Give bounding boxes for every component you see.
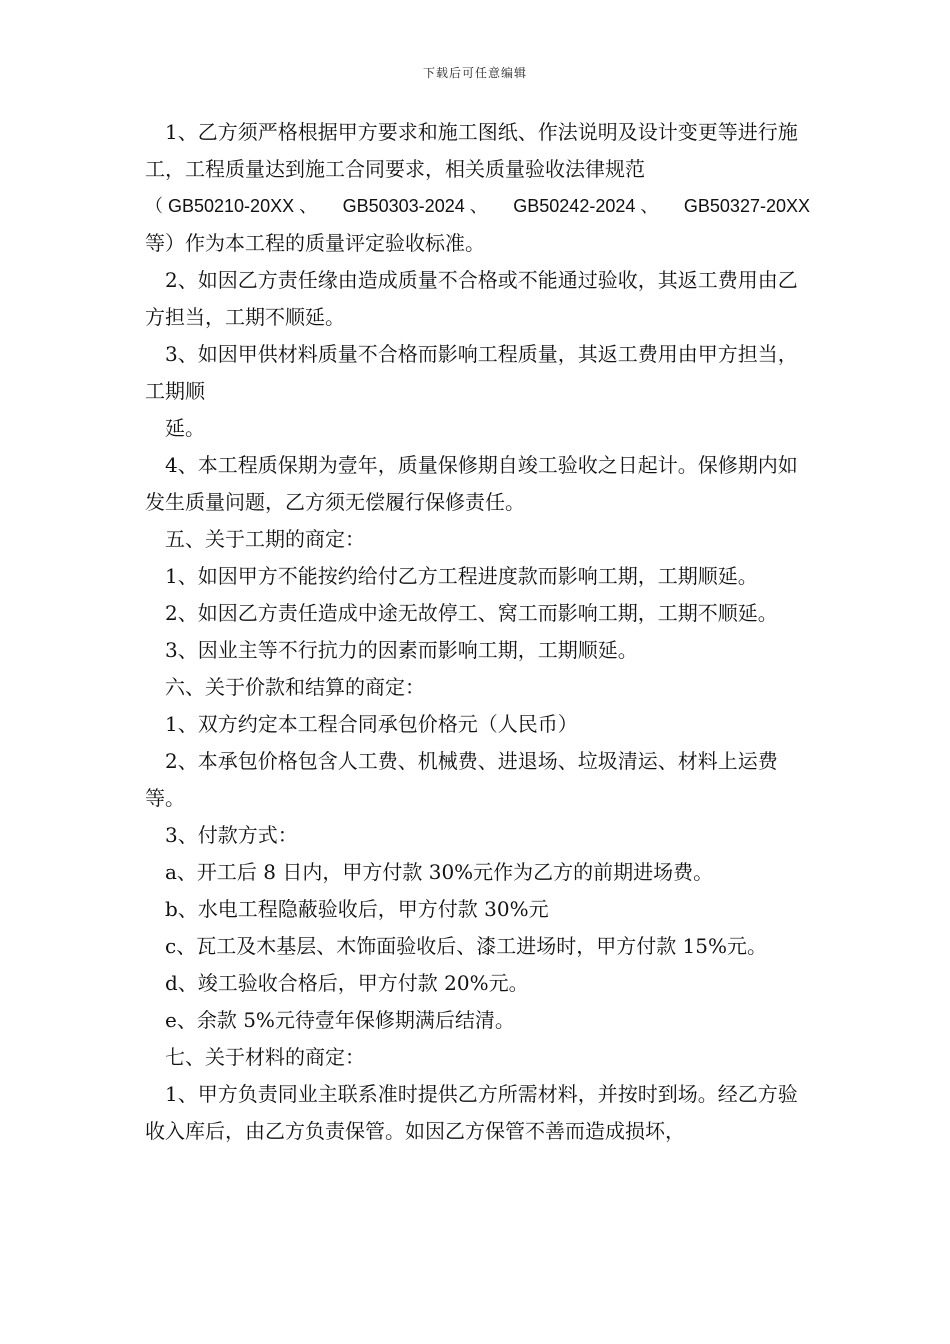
paragraph-price-2: 2、本承包价格包含人工费、机械费、进退场、垃圾清运、材料上运费等。 xyxy=(145,749,778,810)
payment-item-c: c、瓦工及木基层、木饰面验收后、漆工进场时，甲方付款 15%元。 xyxy=(165,934,768,958)
paragraph-quality-4: 4、本工程质保期为壹年，质量保修期自竣工验收之日起计。保修期内如发生质量问题，乙方须无偿履行保修责任。 xyxy=(145,453,798,514)
paragraph-schedule-2: 2、如因乙方责任造成中途无故停工、窝工而影响工期，工期不顺延。 xyxy=(165,601,778,625)
payment-item-a: a、开工后 8 日内，甲方付款 30%元作为乙方的前期进场费。 xyxy=(165,860,714,884)
paragraph-schedule-1: 1、如因甲方不能按约给付乙方工程进度款而影响工期，工期顺延。 xyxy=(165,564,758,588)
page-header: 下载后可任意编辑 xyxy=(422,66,527,80)
paragraph-price-3: 3、付款方式： xyxy=(165,823,298,847)
standard-2: GB50303-2024 、 xyxy=(342,196,488,216)
paragraph-quality-3: 3、如因甲供材料质量不合格而影响工程质量，其返工费用由甲方担当，工期顺 xyxy=(145,342,798,403)
section-heading-materials: 七、关于材料的商定： xyxy=(165,1045,365,1069)
standard-3: GB50242-2024 、 xyxy=(513,196,659,216)
paragraph-quality-1-end: 等）作为本工程的质量评定验收标准。 xyxy=(145,231,485,255)
paragraph-schedule-3: 3、因业主等不行抗力的因素而影响工期，工期顺延。 xyxy=(165,638,638,662)
standard-1: （ GB50210-20XX 、 xyxy=(145,196,318,216)
payment-item-b: b、水电工程隐蔽验收后，甲方付款 30%元 xyxy=(165,897,549,921)
paragraph-price-1: 1、双方约定本工程合同承包价格元（人民币） xyxy=(165,712,578,736)
section-heading-schedule: 五、关于工期的商定： xyxy=(165,527,365,551)
standard-4: GB50327-20XX xyxy=(683,196,810,216)
paragraph-quality-3-end: 延。 xyxy=(165,416,205,440)
paragraph-quality-1: 1、乙方须严格根据甲方要求和施工图纸、作法说明及设计变更等进行施工，工程质量达到施工合同要求，相关质量验收法律规范 xyxy=(145,120,798,181)
payment-item-d: d、竣工验收合格后，甲方付款 20%元。 xyxy=(165,971,529,995)
payment-item-e: e、余款 5%元待壹年保修期满后结清。 xyxy=(165,1008,515,1032)
section-heading-price: 六、关于价款和结算的商定： xyxy=(165,675,425,699)
document-body xyxy=(145,114,810,1150)
standards-line xyxy=(145,188,810,225)
paragraph-materials-1: 1、甲方负责同业主联系准时提供乙方所需材料，并按时到场。经乙方验收入库后，由乙方负责保管。如因乙方保管不善而造成损坏， xyxy=(145,1082,798,1143)
paragraph-quality-2: 2、如因乙方责任缘由造成质量不合格或不能通过验收，其返工费用由乙方担当，工期不顺延。 xyxy=(145,268,798,329)
